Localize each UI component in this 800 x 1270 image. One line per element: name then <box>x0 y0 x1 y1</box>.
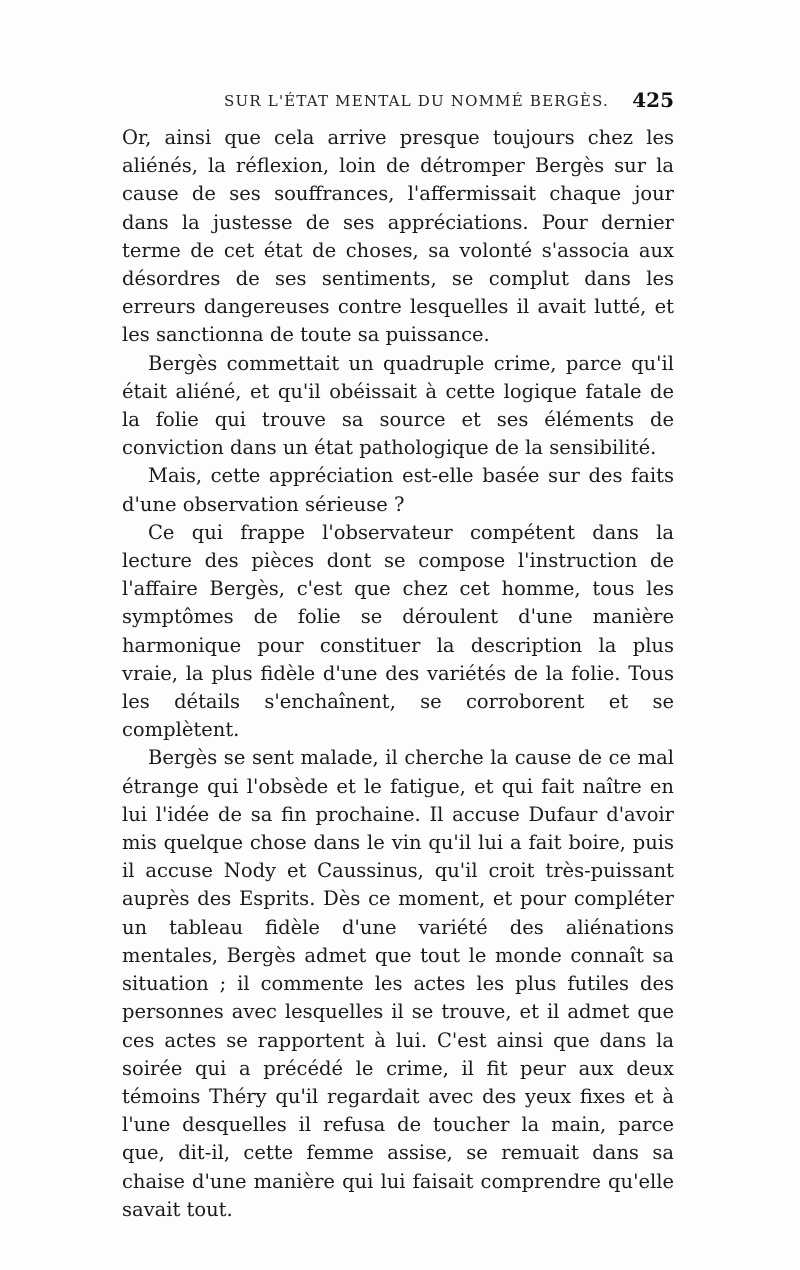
page-number: 425 <box>632 88 674 112</box>
running-header <box>128 88 674 116</box>
paragraph-5: Bergès se sent malade, il cherche la cause de ce mal étrange qui l'obsède et le fatigue, et qui fait naître en lui l'idée de sa fin prochaine. Il accuse Dufaur d'avoir mis quelque chose dans le vin qu'il lui a fait boire, puis il accuse Nody et Caussinus, qu'il croit très-puissant auprès des Esprits. Dès ce moment, et pour compléter un tableau fidèle d'une variété des aliénations mentales, Bergès admet que tout le monde connaît sa situation ; il commente les actes les plus futiles des personnes avec lesquelles il se trouve, et il admet que ces actes se rapportent à lui. C'est ainsi que dans la soirée qui a précédé le crime, il fit peur aux deux témoins Théry qu'il regardait avec des yeux fixes et à l'une desquelles il refusa de toucher la main, parce que, dit-il, cette femme assise, se remuait dans sa chaise d'une manière qui lui faisait comprendre qu'elle savait tout. <box>122 746 674 1221</box>
paragraph-1: Or, ainsi que cela arrive presque toujours chez les aliénés, la réflexion, loin de détromper Bergès sur la cause de ses souffrances, l'affermissait chaque jour dans la justesse de ses appréciations. Pour dernier terme de cet état de choses, sa volonté s'associa aux désordres de ses sentiments, se complut dans les erreurs dangereuses contre lesquelles il avait lutté, et les sanctionna de toute sa puissance. <box>122 126 674 347</box>
paragraph-3: Mais, cette appréciation est-elle basée sur des faits d'une observation sérieuse ? <box>122 464 674 516</box>
running-title: SUR L'ÉTAT MENTAL DU NOMMÉ BERGÈS. <box>224 92 609 110</box>
body-text <box>122 124 674 1224</box>
paragraph-2: Bergès commettait un quadruple crime, parce qu'il était aliéné, et qu'il obéissait à cette logique fatale de la folie qui trouve sa source et ses éléments de conviction dans un état pathologique de la sensibilité. <box>122 351 674 460</box>
paragraph-4: Ce qui frappe l'observateur compétent dans la lecture des pièces dont se compose l'instruction de l'affaire Bergès, c'est que chez cet homme, tous les symptômes de folie se déroulent d'une manière harmonique pour constituer la description la plus vraie, la plus fidèle d'une des variétés de la folie. Tous les détails s'enchaînent, se corroborent et se complètent. <box>122 520 674 742</box>
